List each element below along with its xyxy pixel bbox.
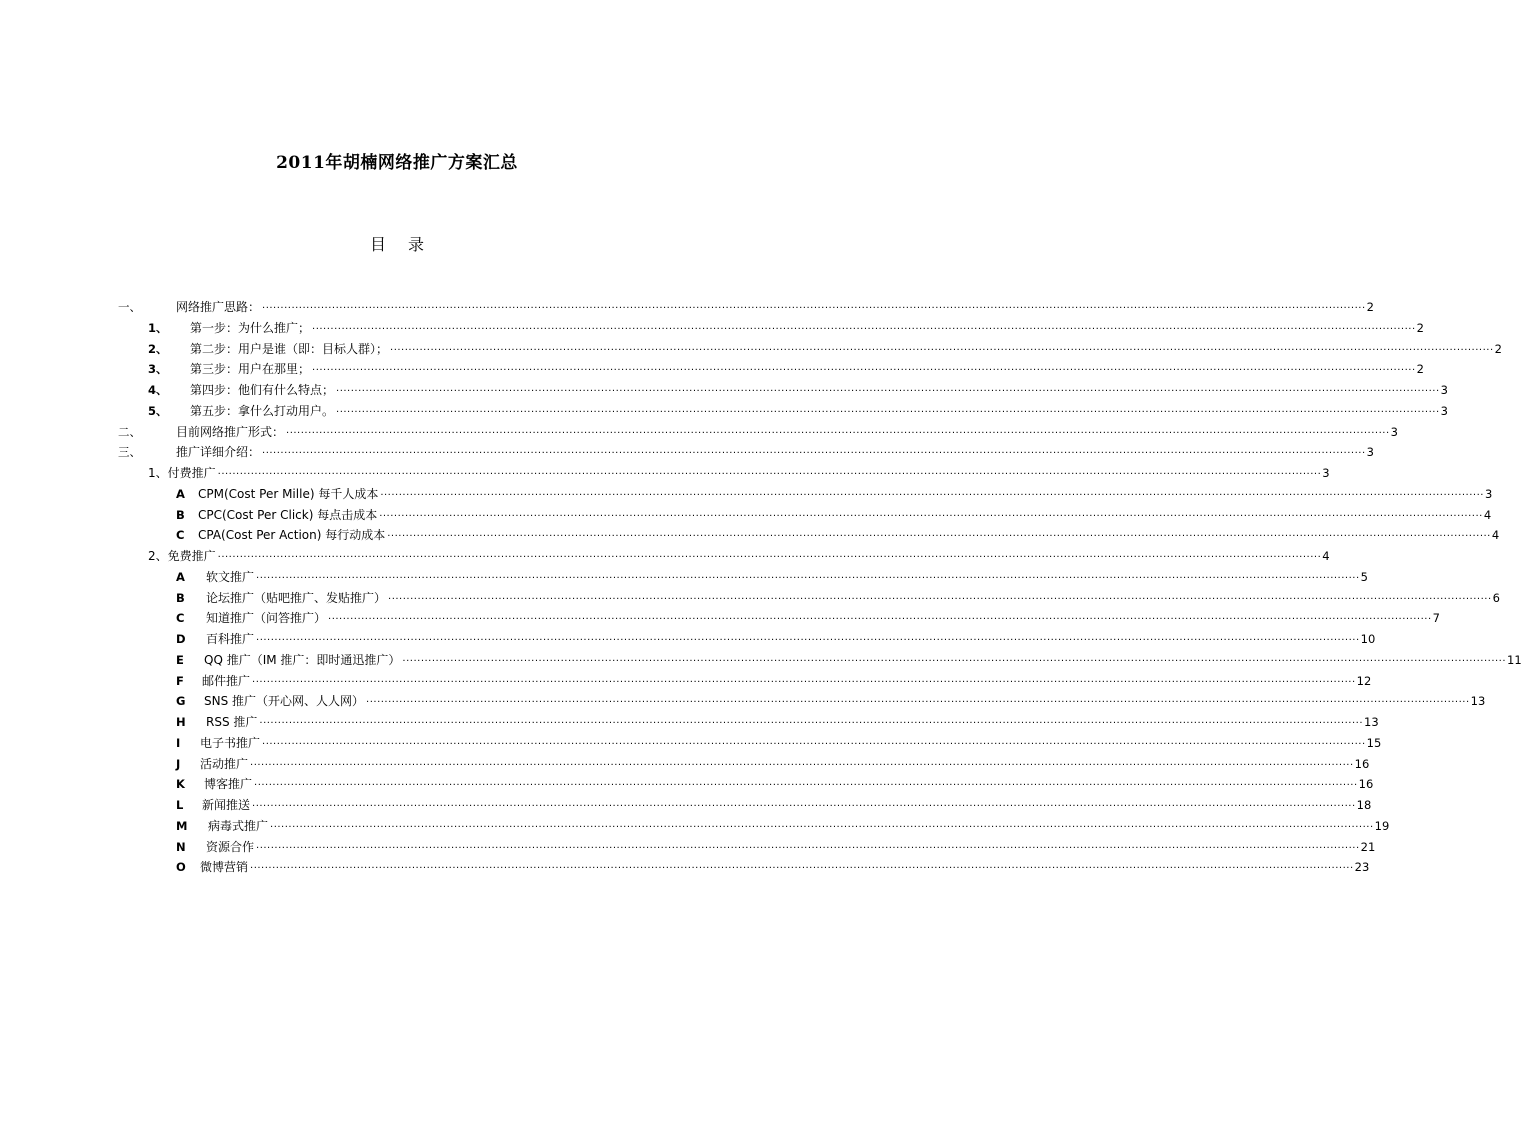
toc-entry[interactable] [118, 546, 1330, 567]
toc-entry-page: 16 [1358, 777, 1374, 792]
toc-leader-dots: ············································································································································································································································································································ [262, 303, 1366, 314]
toc-entry[interactable] [118, 525, 1500, 546]
toc-entry-page: 3 [1440, 383, 1448, 397]
toc-entry-label: SNS 推广（开心网、人人网） [204, 694, 365, 709]
toc-entry-label: 病毒式推广 [208, 818, 269, 833]
toc-entry-marker: C [176, 611, 185, 626]
toc-entry-marker: K [176, 777, 185, 792]
toc-entry[interactable] [118, 318, 1424, 339]
toc-entry-label: 第三步：用户在那里； [190, 362, 311, 377]
toc-entry-page: 4 [1483, 507, 1492, 522]
toc-entry-page: 3 [1322, 466, 1330, 480]
toc-entry-page: 3 [1390, 424, 1398, 439]
toc-leader-dots: ············································································································································································································································································································ [312, 323, 1416, 335]
toc-entry-page: 19 [1374, 818, 1390, 833]
toc-entry[interactable] [118, 401, 1448, 422]
toc-entry-page: 23 [1354, 860, 1370, 875]
toc-entry-marker: G [176, 694, 186, 709]
toc-leader-dots: ············································································································································································································································································································ [270, 821, 1374, 833]
toc-leader-dots: ············································································································································································································································································································ [402, 655, 1507, 667]
toc-leader-dots: ············································································································································································································································································································ [387, 531, 1491, 543]
toc-entry-label: 第二步：用户是谁（即：目标人群）； [190, 341, 389, 356]
toc-entry[interactable] [118, 463, 1330, 484]
toc-entry[interactable] [118, 505, 1492, 526]
toc-entry-marker: N [176, 839, 186, 854]
toc-entry-label: 知道推广（问答推广） [206, 611, 327, 626]
toc-leader-dots: ············································································································································································································································································································ [259, 718, 1364, 729]
toc-entry-page: 12 [1356, 673, 1372, 688]
toc-entry[interactable] [118, 712, 1379, 733]
toc-entry[interactable] [118, 857, 1370, 878]
toc-entry-label: 论坛推广（贴吧推广、发贴推广） [206, 590, 387, 605]
toc-entry-marker: 一、 [118, 300, 141, 314]
toc-entry-marker: 3、 [148, 362, 168, 377]
toc-entry[interactable] [118, 795, 1372, 816]
toc-entry-label: 百科推广 [206, 632, 255, 646]
toc-entry-label: 目前网络推广形式： [176, 424, 285, 439]
toc-entry[interactable] [118, 608, 1440, 629]
toc-entry-marker: L [176, 798, 184, 812]
toc-leader-dots: ············································································································································································································································································································ [252, 801, 1356, 812]
toc-entry[interactable] [118, 442, 1374, 463]
toc-entry-page: 3 [1440, 403, 1448, 418]
toc-entry[interactable] [118, 650, 1522, 671]
toc-entry-page: 2 [1366, 300, 1374, 314]
toc-entry-page: 7 [1432, 611, 1440, 626]
toc-entry[interactable] [118, 629, 1376, 650]
toc-entry-page: 4 [1491, 528, 1500, 543]
toc-entry[interactable] [118, 774, 1374, 795]
toc-entry-label: QQ 推广（IM 推广：即时通迅推广） [204, 652, 401, 667]
toc-entry[interactable] [118, 484, 1493, 505]
toc-entry-label: CPC(Cost Per Click) 每点击成本 [198, 507, 378, 522]
toc-entry-page: 2 [1416, 320, 1424, 335]
toc-entry-label: 第四步：他们有什么特点； [190, 383, 335, 397]
toc-entry-label: CPA(Cost Per Action) 每行动成本 [198, 528, 386, 543]
toc-entry-label: 新闻推送 [202, 798, 251, 812]
toc-entry-marker: 二、 [118, 424, 141, 439]
toc-entry-label: 1、付费推广 [148, 466, 216, 480]
toc-leader-dots: ············································································································································································································································································································ [388, 593, 1492, 605]
toc-heading-char-1: 目 [369, 235, 386, 254]
toc-leader-dots: ············································································································································································································································································································ [262, 448, 1366, 460]
toc-entry-marker: 1、 [148, 320, 168, 335]
toc-entry[interactable] [118, 339, 1502, 360]
toc-entry-marker: 三、 [118, 445, 141, 460]
toc-entry-marker: B [176, 590, 185, 605]
toc-entry-marker: A [176, 569, 185, 584]
toc-entry-page: 13 [1470, 694, 1486, 709]
toc-entry[interactable] [118, 691, 1486, 712]
toc-entry-label: 资源合作 [206, 839, 255, 854]
document-title: 2011年胡楠网络推广方案汇总 [276, 153, 518, 173]
toc-entry-page: 2 [1494, 341, 1502, 356]
toc-entry[interactable] [118, 816, 1390, 837]
toc-entry-marker: 2、 [148, 341, 168, 356]
toc-entry-label: 推广详细介绍： [176, 445, 261, 460]
toc-leader-dots: ············································································································································································································································································································ [380, 489, 1484, 501]
toc-entry[interactable] [118, 567, 1368, 588]
toc-entry-label: 第五步：拿什么打动用户。 [190, 403, 335, 418]
toc-entry-marker: 4、 [148, 383, 168, 397]
toc-entry-marker: A [176, 486, 185, 501]
toc-entry[interactable] [118, 671, 1372, 692]
toc-entry-marker: 5、 [148, 403, 168, 418]
table-of-contents [118, 297, 1522, 878]
toc-entry-page: 10 [1360, 632, 1376, 646]
toc-entry-label: 第一步：为什么推广； [190, 320, 311, 335]
toc-entry-page: 3 [1366, 445, 1374, 460]
toc-entry-marker: B [176, 507, 185, 522]
toc-entry-page: 5 [1360, 569, 1368, 584]
toc-leader-dots: ············································································································································································································································································································ [217, 552, 1322, 563]
toc-leader-dots: ············································································································································································································································································································ [252, 676, 1356, 688]
toc-leader-dots: ············································································································································································································································································································ [336, 406, 1440, 418]
toc-leader-dots: ············································································································································································································································································································ [254, 780, 1358, 792]
toc-entry-label: 博客推广 [204, 777, 253, 792]
toc-heading-char-2: 录 [408, 235, 425, 254]
toc-entry[interactable] [118, 837, 1376, 858]
toc-entry-label: 活动推广 [200, 756, 249, 771]
toc-entry-marker: O [176, 860, 186, 875]
toc-entry-page: 16 [1354, 756, 1370, 771]
toc-entry[interactable] [118, 754, 1370, 775]
toc-entry-marker: F [176, 673, 184, 688]
toc-entry-page: 4 [1322, 549, 1330, 563]
toc-leader-dots: ············································································································································································································································································································ [366, 697, 1470, 709]
toc-leader-dots: ············································································································································································································································································································ [379, 510, 1483, 522]
toc-leader-dots: ············································································································································································································································································································ [328, 614, 1432, 626]
toc-leader-dots: ············································································································································································································································································································ [256, 572, 1360, 584]
toc-entry-marker: E [176, 652, 184, 667]
toc-leader-dots: ············································································································································································································································································································ [256, 842, 1360, 854]
toc-entry-label: CPM(Cost Per Mille) 每千人成本 [198, 486, 379, 501]
toc-entry[interactable] [118, 422, 1398, 443]
toc-entry-page: 3 [1484, 486, 1493, 501]
toc-entry-marker: D [176, 632, 186, 646]
toc-entry-label: 2、免费推广 [148, 549, 216, 563]
toc-entry-page: 6 [1492, 590, 1500, 605]
toc-entry[interactable] [118, 588, 1500, 609]
toc-entry-marker: J [176, 756, 181, 771]
toc-entry-page: 21 [1360, 839, 1376, 854]
toc-entry-page: 18 [1356, 798, 1372, 812]
toc-entry-label: 邮件推广 [202, 673, 251, 688]
toc-heading [0, 232, 794, 255]
toc-entry-marker: C [176, 528, 185, 543]
toc-entry[interactable] [118, 733, 1382, 754]
toc-entry-label: 软文推广 [206, 569, 255, 584]
toc-entry-marker: I [176, 735, 181, 750]
toc-leader-dots: ············································································································································································································································································································ [312, 365, 1416, 377]
toc-leader-dots: ············································································································································································································································································································ [286, 427, 1390, 439]
toc-entry-label: 网络推广思路： [176, 300, 261, 314]
toc-entry[interactable] [118, 380, 1448, 401]
toc-leader-dots: ············································································································································································································································································································ [217, 469, 1322, 480]
toc-entry-marker: H [176, 715, 186, 729]
toc-entry-label: 电子书推广 [200, 735, 261, 750]
toc-leader-dots: ············································································································································································································································································································ [262, 738, 1366, 750]
toc-leader-dots: ············································································································································································································································································································ [336, 386, 1440, 397]
toc-entry-marker: M [176, 818, 188, 833]
toc-entry-page: 2 [1416, 362, 1424, 377]
toc-entry-page: 11 [1507, 652, 1522, 667]
toc-entry[interactable] [118, 359, 1424, 380]
toc-entry-page: 15 [1366, 735, 1382, 750]
toc-entry[interactable] [118, 297, 1374, 318]
toc-entry-label: RSS 推广 [206, 715, 258, 729]
toc-leader-dots: ············································································································································································································································································································ [390, 344, 1494, 356]
toc-entry-page: 13 [1364, 715, 1379, 729]
toc-leader-dots: ············································································································································································································································································································ [250, 863, 1354, 875]
toc-leader-dots: ············································································································································································································································································································ [256, 635, 1360, 646]
toc-entry-label: 微博营销 [200, 860, 249, 875]
toc-leader-dots: ············································································································································································································································································································ [250, 759, 1354, 771]
